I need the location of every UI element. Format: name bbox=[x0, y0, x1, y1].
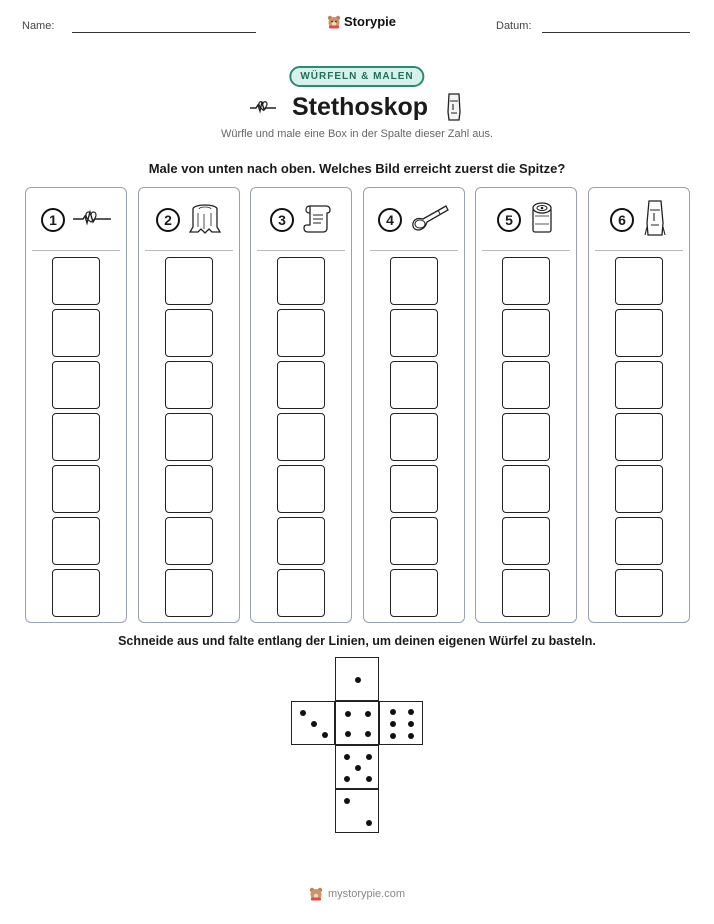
column-number: 5 bbox=[497, 208, 521, 232]
color-box[interactable] bbox=[615, 309, 663, 357]
footer bbox=[0, 887, 714, 901]
page-title: Stethoskop bbox=[291, 92, 429, 121]
column-number: 2 bbox=[156, 208, 180, 232]
color-box[interactable] bbox=[502, 309, 550, 357]
die-face-3 bbox=[291, 701, 335, 745]
category-badge: WÜRFELN & MALEN bbox=[289, 66, 424, 87]
color-box[interactable] bbox=[52, 569, 100, 617]
column-number: 6 bbox=[610, 208, 634, 232]
color-box[interactable] bbox=[390, 465, 438, 513]
die-pip bbox=[365, 711, 371, 717]
color-box[interactable] bbox=[502, 361, 550, 409]
column-5 bbox=[475, 187, 577, 623]
die-pip bbox=[355, 765, 361, 771]
footer-url[interactable]: mystorypie.com bbox=[327, 888, 406, 900]
color-box[interactable] bbox=[165, 413, 213, 461]
die-pip bbox=[390, 709, 396, 715]
color-box[interactable] bbox=[165, 361, 213, 409]
die-pip bbox=[390, 733, 396, 739]
color-box[interactable] bbox=[165, 257, 213, 305]
column-header bbox=[26, 202, 126, 238]
column-divider bbox=[145, 250, 233, 251]
color-box[interactable] bbox=[277, 569, 325, 617]
name-label: Name: bbox=[22, 20, 55, 32]
die-pip bbox=[365, 731, 371, 737]
die-face-1 bbox=[335, 657, 379, 701]
color-box[interactable] bbox=[615, 517, 663, 565]
die-pip bbox=[408, 733, 414, 739]
column-header bbox=[139, 202, 239, 238]
die-pip bbox=[345, 711, 351, 717]
brand-logo bbox=[327, 14, 396, 29]
page-title-row bbox=[0, 92, 714, 123]
die-pip bbox=[344, 754, 350, 760]
die-pip bbox=[344, 798, 350, 804]
color-box[interactable] bbox=[52, 465, 100, 513]
column-3 bbox=[250, 187, 352, 623]
column-number: 4 bbox=[378, 208, 402, 232]
color-box[interactable] bbox=[165, 569, 213, 617]
color-box[interactable] bbox=[390, 361, 438, 409]
color-box[interactable] bbox=[277, 257, 325, 305]
die-pip bbox=[366, 820, 372, 826]
brand-name: Storypie bbox=[344, 14, 397, 29]
instruction: Male von unten nach oben. Welches Bild erreicht zuerst die Spitze? bbox=[148, 161, 566, 176]
color-box[interactable] bbox=[277, 361, 325, 409]
heartbeat-icon bbox=[250, 98, 276, 116]
date-line[interactable] bbox=[542, 32, 690, 33]
column-divider bbox=[482, 250, 570, 251]
color-box[interactable] bbox=[390, 257, 438, 305]
column-number: 1 bbox=[41, 208, 65, 232]
cut-instruction: Schneide aus und falte entlang der Linien, um deinen eigenen Würfel zu basteln. bbox=[118, 634, 596, 648]
moai-icon bbox=[444, 92, 464, 122]
die-face-2 bbox=[335, 789, 379, 833]
color-box[interactable] bbox=[615, 257, 663, 305]
moai-icon bbox=[642, 199, 668, 242]
color-box[interactable] bbox=[277, 517, 325, 565]
die-pip bbox=[408, 721, 414, 727]
color-box[interactable] bbox=[52, 413, 100, 461]
name-line[interactable] bbox=[72, 32, 256, 33]
die-pip bbox=[390, 721, 396, 727]
color-box[interactable] bbox=[52, 309, 100, 357]
die-face-5 bbox=[335, 745, 379, 789]
date-label: Datum: bbox=[496, 20, 532, 32]
die-face-6 bbox=[379, 701, 423, 745]
color-box[interactable] bbox=[615, 465, 663, 513]
color-box[interactable] bbox=[502, 465, 550, 513]
color-box[interactable] bbox=[277, 465, 325, 513]
column-1 bbox=[25, 187, 127, 623]
horn-icon bbox=[410, 203, 450, 238]
die-pip bbox=[355, 677, 361, 683]
die-pip bbox=[311, 721, 317, 727]
die-pip bbox=[345, 731, 351, 737]
column-header bbox=[364, 202, 464, 238]
color-box[interactable] bbox=[615, 569, 663, 617]
color-box[interactable] bbox=[615, 413, 663, 461]
bear-icon bbox=[327, 15, 341, 29]
color-box[interactable] bbox=[502, 413, 550, 461]
column-6 bbox=[588, 187, 690, 623]
tree-stump-icon bbox=[188, 201, 222, 240]
subtitle: Würfle und male eine Box in der Spalte dieser Zahl aus. bbox=[220, 128, 494, 140]
color-box[interactable] bbox=[390, 569, 438, 617]
column-2 bbox=[138, 187, 240, 623]
die-pip bbox=[344, 776, 350, 782]
color-box[interactable] bbox=[502, 257, 550, 305]
scroll-icon bbox=[302, 202, 332, 239]
color-box[interactable] bbox=[52, 257, 100, 305]
color-box[interactable] bbox=[390, 309, 438, 357]
column-4 bbox=[363, 187, 465, 623]
color-box[interactable] bbox=[277, 309, 325, 357]
paper-roll-icon bbox=[529, 200, 555, 241]
column-divider bbox=[370, 250, 458, 251]
die-pip bbox=[366, 776, 372, 782]
die-face-4 bbox=[335, 701, 379, 745]
column-header bbox=[251, 202, 351, 238]
color-box[interactable] bbox=[52, 517, 100, 565]
color-box[interactable] bbox=[390, 517, 438, 565]
color-box[interactable] bbox=[165, 465, 213, 513]
column-header bbox=[589, 202, 689, 238]
color-box[interactable] bbox=[277, 413, 325, 461]
color-box[interactable] bbox=[390, 413, 438, 461]
color-box[interactable] bbox=[165, 309, 213, 357]
color-box[interactable] bbox=[502, 517, 550, 565]
color-box[interactable] bbox=[52, 361, 100, 409]
die-pip bbox=[322, 732, 328, 738]
die-pip bbox=[408, 709, 414, 715]
color-box[interactable] bbox=[165, 517, 213, 565]
column-header bbox=[476, 202, 576, 238]
column-number: 3 bbox=[270, 208, 294, 232]
bear-icon bbox=[309, 887, 323, 901]
die-pip bbox=[300, 710, 306, 716]
color-box[interactable] bbox=[502, 569, 550, 617]
column-divider bbox=[595, 250, 683, 251]
die-pip bbox=[366, 754, 372, 760]
color-box[interactable] bbox=[615, 361, 663, 409]
column-divider bbox=[32, 250, 120, 251]
heartbeat-icon bbox=[73, 207, 111, 234]
column-divider bbox=[257, 250, 345, 251]
